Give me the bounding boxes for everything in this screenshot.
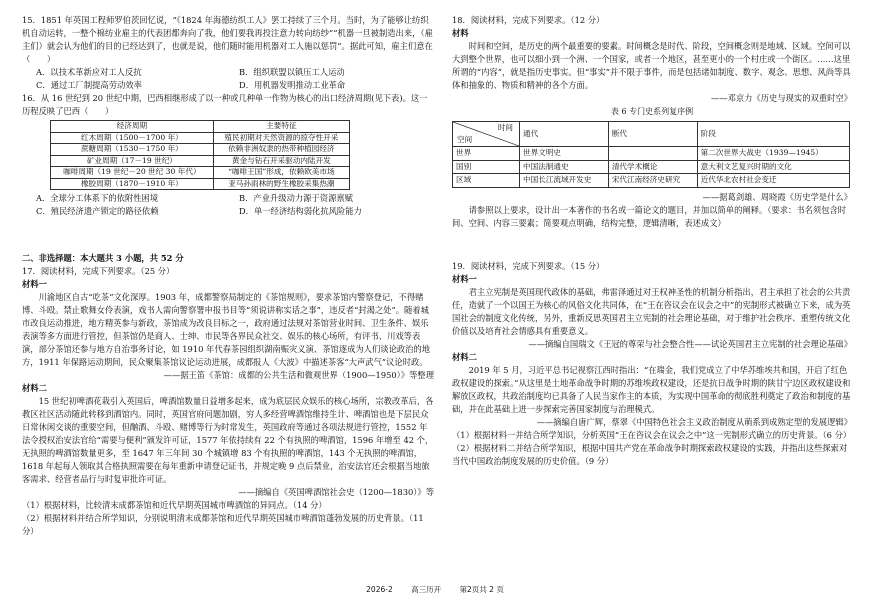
q15-option-b[interactable]: B．组织联盟以镇压工人运动 — [239, 67, 345, 77]
q17-stem: 17．阅读材料，完成下列要求。（25 分） — [22, 266, 175, 276]
table-cell — [608, 147, 697, 161]
q19-stem: 19．阅读材料，完成下列要求。（15 分） — [452, 260, 605, 271]
q16-header-period: 经济周期 — [51, 121, 214, 133]
table-cell: “咖啡王国”形成，依赖欧美市场 — [213, 167, 349, 179]
spacer — [452, 230, 852, 260]
table-cell: 近代华北农村社会变迁 — [697, 174, 849, 188]
q15-option-c[interactable]: C．通过工厂制提高劳动效率 — [36, 80, 142, 90]
left-column — [22, 14, 434, 538]
corner-label-space: 空间 — [457, 134, 473, 144]
table-cell: 依赖非洲奴隶的热带种植园经济 — [213, 144, 349, 156]
q18-stem: 18．阅读材料，完成下列要求。（12 分） — [452, 15, 605, 25]
table-cell: 蔗糖周期（1530－1750 年） — [51, 144, 214, 156]
q17-material-1-source: ——据王笛《茶馆：成都的公共生活和微观世界（1900—1950）》等整理 — [163, 370, 434, 380]
table-cell: 区域 — [453, 174, 520, 188]
q18-table-corner — [453, 122, 520, 147]
q19-material-2-text: 2019 年 5 月，习近平总书记视察江西时指出：“在瑞金，我们党成立了中华苏维埃共和国，开启了红色政权建设的探索。”从这里是土地革命战争时期的苏维埃政权建设，还是抗日战争时期的陕甘宁边区政权建设和解放区政权，共政治制度均已具备了人民当家作主的本质，为实现中国革命的彻底胜利奠定了政治和制度的基础，并在此基础上进一步探索完善国家制度与治理模式。 — [452, 364, 851, 414]
q19-material-2-source: ——摘编自唐广辉，蔡翠《中国特色社会主义政治制度从萌系到成熟定型的发展逻辑》 — [536, 416, 852, 427]
q19-material-2-title: 材料二 — [452, 351, 477, 362]
table-cell: 殖民初期对天然资源的掠夺性开采 — [213, 132, 349, 144]
q17-material-2-source: ——摘编自《英国啤酒馆社会史（1200—1830）》等 — [238, 487, 434, 497]
q16-option-d[interactable]: D．单一经济结构弱化抗风险能力 — [239, 206, 362, 216]
q18-table — [452, 121, 850, 188]
table-cell: 宋代江南经济史研究 — [608, 174, 697, 188]
table-row — [51, 178, 350, 190]
table-cell: 第二次世界大战史（1939—1945） — [697, 147, 849, 161]
q16-table — [50, 120, 350, 190]
q18-header-period: 断代 — [608, 122, 697, 147]
q19-material-1-text: 君主立宪制是英国现代政体的基础，弗雷泽通过对王权神圣性的机制分析指出，君主承担了社会的公共责任，造就了一个以国王为核心的风俗文化共同体，在“王在咨议会在议会之中”的宪制形式被确立下来，成为英国社会的制度文化传统，另外，重新反思英国君主立宪制的社会理论基础，对于维护社会秩序、重塑传统文化价值以及培育社会情感具有重要意义。 — [452, 286, 851, 336]
q17-material-1-text: 川渝地区自古“吃茶”文化深厚。1903 年，成都警察局制定的《茶馆规则》，要求茶馆内警察登记，不得赌博、斗殴。禁止歌舞女伶表演，戏书人需向警察署申报书目等“须说讲称实话之事”，违反者“封渴之处”。随着城市改良运动推进，地方精英参与新政，茶馆成为改良目标之一，政府通过法规对茶馆营业时间、卫生条件、娱乐表演等多方面进行管控，但茶馆仍是商人、士绅、市民等各界民众社交、娱乐的核心场所，有评书、川戏等表演，部分茶馆还参与地方自治事务讨论，如 1910 年代春茶园组织湖南赈灾义演、茶馆逐成为人们谈论政治的地方，1911 年保路运动期间，民众聚集茶馆议论运动进展，成都报人《大波》中描述茶客“大声武气”议论时政。 — [22, 292, 431, 367]
q16-options — [22, 192, 434, 218]
q18-task: 请参照以上要求，设计出一本著作的书名或一篇论文的题目，并加以简单的阐释。（要求：书名须包含时间、空间、内容三要素；简要观点明确，结构完整，逻辑清晰，表述成文） — [452, 204, 847, 228]
q15-stem: 15．1851 年英国工程师罗伯茨回忆说，“《1824 年海德纺织工人》罢工持续了三个月。当时，为了能够让纺织机自动运转，一整个棉纺业雇主的代表团都奔向了我，他们要我再投注意力转向纺纱”“机器一旦被制造出来，（雇主们）就会认为他们的目的已经达到了，也就是说，他们随时能用机器对工人施以惩罚”。据此可知，雇主们意在（ ） — [22, 15, 433, 64]
q17-material-1-title: 材料一 — [22, 279, 47, 289]
page-footer — [0, 584, 870, 595]
right-column — [452, 14, 852, 468]
footer-page-number: 第2页共 2 页 — [459, 585, 504, 594]
table-row — [51, 155, 350, 167]
q16-option-b[interactable]: B．产业升级动力源于资源禀赋 — [239, 193, 353, 203]
section-2-heading: 二、非选择题：本大题共 3 小题，共 52 分 — [22, 253, 184, 263]
footer-grade: 高三历开 — [411, 585, 442, 594]
footer-date: 2026-2 — [366, 585, 393, 594]
q18-material-title: 材料 — [452, 28, 469, 38]
table-row — [453, 174, 850, 188]
q18-table-source: ——据葛剑雄、周晓霞《历史学是什么》 — [702, 191, 852, 202]
spacer — [22, 218, 434, 248]
table-cell: 中国法制通史 — [520, 160, 609, 174]
table-row — [51, 167, 350, 179]
q15-option-d[interactable]: D．用机器发明推动工业革命 — [239, 80, 346, 90]
table-cell: 中国长江流域开发史 — [520, 174, 609, 188]
table-cell: 世界 — [453, 147, 520, 161]
q18-header-stage: 阶段 — [697, 122, 849, 147]
q17-task-2: （2）根据材料并结合所学知识，分别说明清末成都茶馆和近代早期英国城市啤酒馆蓬勃发展的历史背景。（11 分） — [22, 513, 424, 536]
q16-option-a[interactable]: A．全球分工体系下的依附性困境 — [36, 193, 159, 203]
table-row — [51, 132, 350, 144]
q18-material-text: 时间和空间，是历史的两个最重要的要素。时间概念是时代、阶段，空间概念则是地域、区域。空间可以大到整个世界，也可以细小到一个洲、一个国家，或者一个地区，甚至更小的一个村庄或一个街区。……这里所谓的“内容”，就是指历史事实。但“事实”并不限于事件，而是包括诸如制度、数字、观念、思想、风尚等具体和抽象的、物质和精神的各个方面。 — [452, 41, 851, 90]
q16-option-c[interactable]: C．殖民经济遗产锁定的路径依赖 — [36, 206, 159, 216]
q15-options — [22, 66, 434, 92]
table-cell: 国别 — [453, 160, 520, 174]
q17-task-1: （1）根据材料，比较清末成都茶馆和近代早期英国城市啤酒馆的异同点。（14 分） — [22, 500, 327, 510]
q19-material-1-source: ——摘编自国瑞文《王冠的尊荣与社会整合性——试论英国君主立宪制的社会理论基础》 — [528, 338, 852, 349]
q15-option-a[interactable]: A．以技术革新应对工人反抗 — [36, 67, 142, 77]
q19-material-1-title: 材料一 — [452, 273, 477, 284]
q16-header-feature: 主要特征 — [213, 121, 349, 133]
corner-label-time: 时间 — [497, 123, 513, 132]
q17-material-2-title: 材料二 — [22, 383, 47, 393]
table-cell: 世界文明史 — [520, 147, 609, 161]
table-cell: 红木周期（1500－1700 年） — [51, 132, 214, 144]
q19-task-1: （1）根据材料一并结合所学知识，分析英国“王在咨议会在议会之中”这一宪制形式确立的历史背景。（6 分） — [452, 429, 852, 440]
table-cell: 橡胶周期（1870－1910 年） — [51, 178, 214, 190]
q17-material-2-text: 15 世纪初啤酒花栽引入英国后，啤酒馆数量日益增多起来，成为底层民众娱乐的核心场所，宗教改革后，各教区社区活动随此转移到酒馆内。同时，英国官府问题加剧，穷人多经营啤酒馆维持生计、啤酒馆也是下层民众日常休闲交谈的重要空间，但酗酒、斗殴、赌博等行为时常发生，英国政府等通过各项法规进行管控，1552 年法令授权治安法官给“需要与便利”颁发许可证，1577 年依持续有 22 个有执照的啤酒馆，1596 年增至 42 个，无执照的啤酒馆数量更多，至 1647 年三年间 30 个城镇增 83 个有执照的啤酒馆，143 个无执照的啤酒馆，1618 年起每人领取其合格执照需要在每年重新申请登记证书，并规定晚 9 点后禁业，治安法官还会根据当地旅客需求、经营者品行与时复审批许可证。 — [22, 396, 434, 484]
q19-task-2: （2）根据材料二并结合所学知识，根据中国共产党在革命战争时期探索政权建设的实践，并指出这些探索对当代中国政治制度发展的历史价值。（9 分） — [452, 442, 848, 466]
table-row — [453, 160, 850, 174]
table-row — [453, 147, 850, 161]
table-cell: 咖啡周期（19 世纪－20 世纪 30 年代） — [51, 167, 214, 179]
table-cell: 矿业周期（17－19 世纪） — [51, 155, 214, 167]
table-row — [51, 144, 350, 156]
q16-stem: 16．从 16 世纪到 20 世纪中期，巴西相继形成了以一种或几种单一作物为核心的出口经济周期(见下表)。这一历程反映了巴西（ ） — [22, 93, 428, 116]
q18-header-general: 通代 — [520, 122, 609, 147]
q18-material-source: ——邓京力《历史与现实的双重时空》 — [710, 93, 852, 103]
q18-table-caption: 表 6 专门史系列复序例 — [610, 107, 694, 116]
table-cell: 意大利文艺复兴时期的文化 — [697, 160, 849, 174]
table-cell: 黄金与钻石开采驱动内陆开发 — [213, 155, 349, 167]
table-cell: 亚马孙雨林的野生橡胶采集热潮 — [213, 178, 349, 190]
table-cell: 清代学术概论 — [608, 160, 697, 174]
